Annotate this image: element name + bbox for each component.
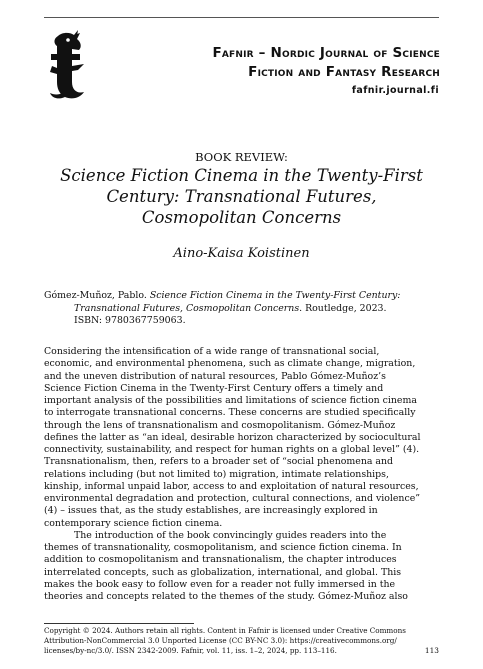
body-line: to interrogate transnational concerns. These concerns are studied specifically — [44, 407, 416, 419]
copyright-footer — [44, 626, 439, 656]
citation-line — [44, 303, 439, 316]
header-rule — [44, 17, 439, 18]
body-line: addition to cosmopolitanism and transnationalism, the chapter introduces — [44, 554, 397, 566]
body-line: relations including (but not limited to) migration, intimate relationships, — [44, 468, 389, 480]
review-title-line: Century: Transnational Futures, — [106, 187, 377, 206]
review-author: Aino-Kaisa Koistinen — [173, 246, 310, 261]
citation-book-subtitle: Transnational Futures, Cosmopolitan Concerns — [74, 302, 300, 314]
journal-title-line-1: Fafnir – Nordic Journal of Science — [212, 45, 440, 61]
body-line: The introduction of the book convincingly guides readers into the — [74, 529, 387, 541]
body-line: important analysis of the possibilities and limitations of science fiction cinema — [44, 395, 417, 406]
body-line: theories and concepts related to the themes of the study. Gómez-Muñoz also — [44, 591, 408, 602]
body-line: and the uneven distribution of natural resources, Pablo Gómez-Muñoz’s — [44, 370, 386, 382]
footer-rule — [44, 623, 194, 624]
journal-title-line-2: Fiction and Fantasy Research — [248, 64, 440, 80]
review-title-line: Science Fiction Cinema in the Twenty-First — [60, 166, 423, 185]
journal-url: fafnir.journal.fi — [351, 85, 439, 96]
review-title — [40, 165, 443, 228]
body-line: environmental degradation and protection, cultural connections, and violence” — [44, 493, 421, 504]
citation-line — [44, 290, 439, 303]
review-title-line: Cosmopolitan Concerns — [141, 208, 342, 227]
body-line: economic, and environmental phenomena, such as climate change, migration, — [44, 358, 416, 370]
body-line: Considering the intensification of a wide range of transnational social, — [44, 346, 380, 357]
review-body — [44, 346, 439, 603]
body-line: contemporary science fiction cinema. — [44, 517, 223, 529]
book-citation — [44, 290, 439, 328]
footer-line: Attribution-NonCommercial 3.0 Unported License (CC BY-NC 3.0): https://creativecommons.org/ — [44, 636, 397, 645]
body-line: defines the latter as “an ideal, desirable horizon characterized by sociocultural — [44, 431, 421, 443]
journal-title — [100, 44, 440, 82]
citation-isbn: ISBN: 9780367759063. — [74, 315, 186, 326]
footer-line: Copyright © 2024. Authors retain all rights. Content in Fafnir is licensed under Creative Commons — [44, 626, 406, 635]
citation-author: Gómez-Muñoz, Pablo. — [44, 290, 147, 301]
body-line: makes the book easy to follow even for a reader not fully immersed in the — [44, 578, 396, 590]
body-line: Science Fiction Cinema in the Twenty-First Century offers a timely and — [44, 382, 384, 394]
citation-book-title: Science Fiction Cinema in the Twenty-First Century: — [149, 290, 401, 301]
section-label: BOOK REVIEW: — [195, 150, 288, 164]
body-line: connectivity, sustainability, and respect for human rights on a global level” (4). — [44, 444, 420, 455]
citation-publisher: . Routledge, 2023. — [299, 302, 387, 314]
body-line: (4) – issues that, as the study establishes, are increasingly explored in — [44, 505, 378, 517]
body-line: themes of transnationality, cosmopolitanism, and science fiction cinema. In — [44, 542, 402, 553]
body-line: kinship, informal unpaid labor, access to and exploitation of natural resources, — [44, 480, 419, 492]
page-number: 113 — [424, 646, 439, 655]
body-line: through the lens of transnationalism and cosmopolitanism. Gómez-Muñoz — [44, 419, 396, 431]
dragon-letter-f-icon — [44, 30, 92, 104]
footer-line: licenses/by-nc/3.0/. ISSN 2342-2009. Fafnir, vol. 11, iss. 1–2, 2024, pp. 113–116. — [44, 646, 337, 655]
body-line: interrelated concepts, such as globalization, international, and global. This — [44, 566, 402, 578]
body-line: Transnationalism, then, refers to a broader set of “social phenomena and — [44, 456, 394, 468]
